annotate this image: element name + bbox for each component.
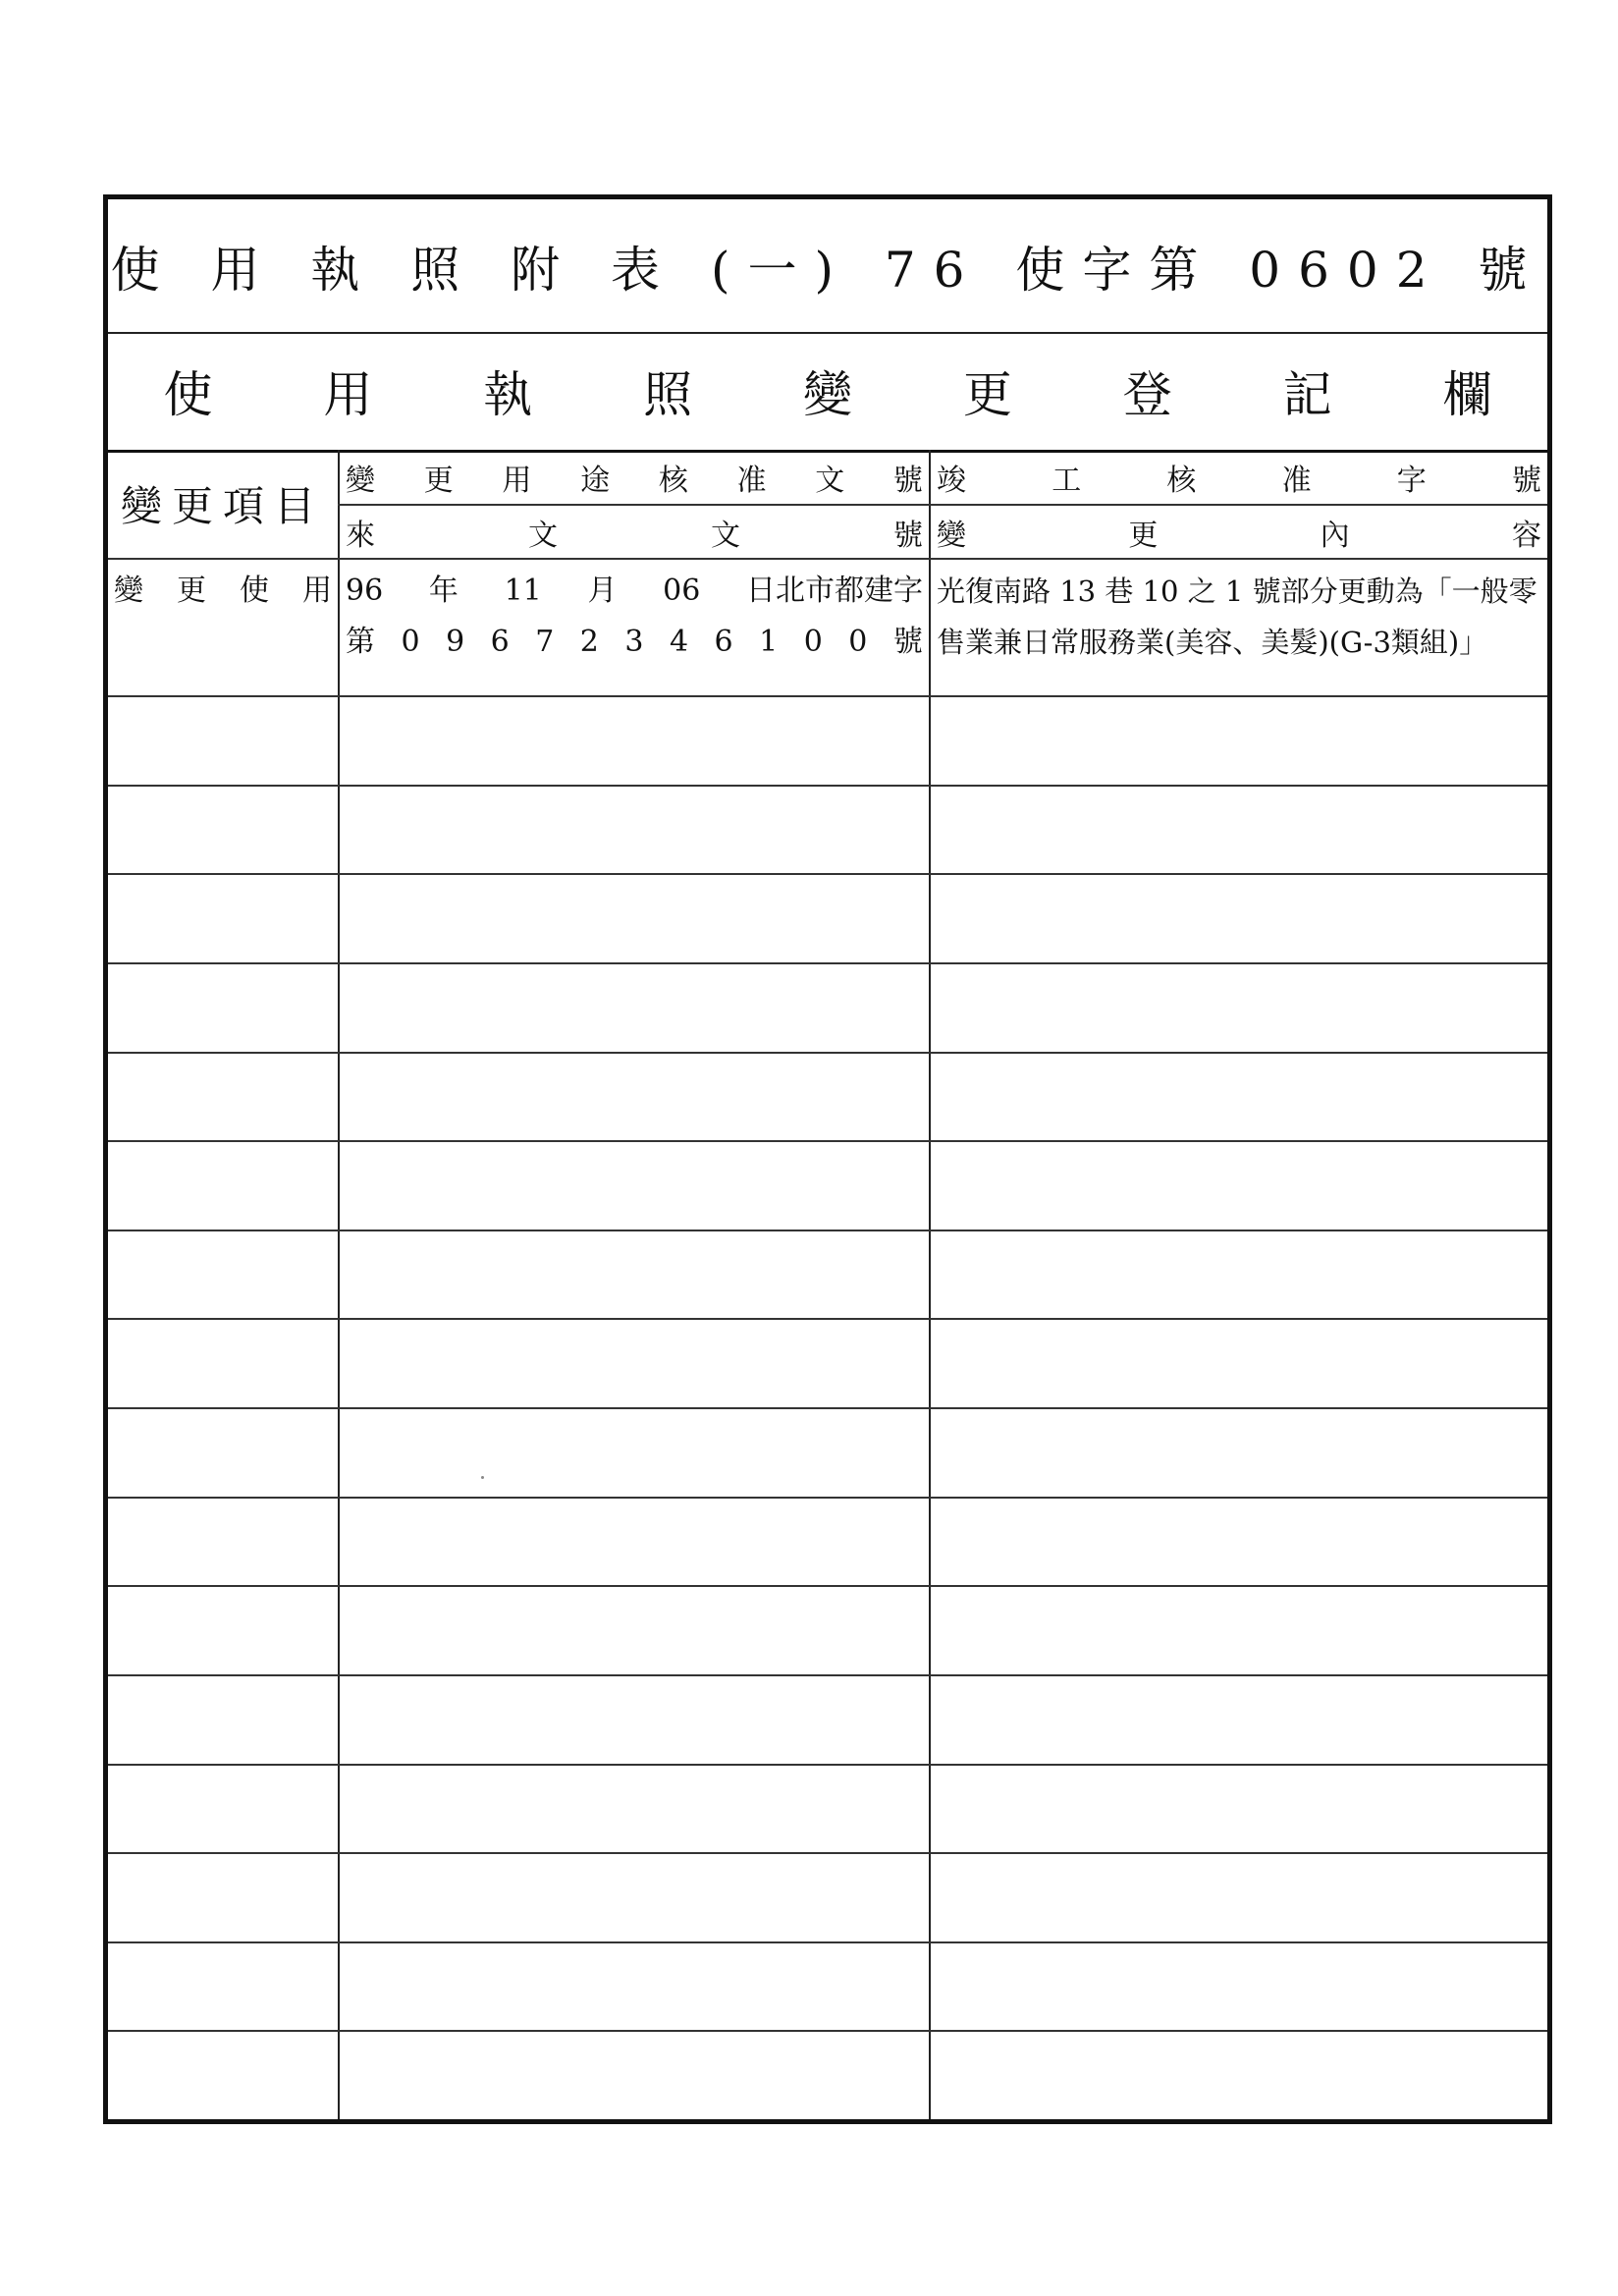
row-line — [108, 1230, 1547, 1231]
license-form — [103, 194, 1552, 2124]
header-char: 變 — [346, 463, 375, 498]
entry-char: 更 — [177, 574, 206, 608]
row-line — [108, 1407, 1547, 1409]
header-approval-doc-no — [340, 450, 929, 504]
row-line — [108, 1941, 1547, 1943]
subtitle-char: 用 — [323, 366, 373, 423]
registration-table — [108, 450, 1547, 2119]
header-char: 竣 — [937, 463, 966, 498]
subtitle-char: 欄 — [1442, 366, 1492, 423]
doc-digit: 6 — [490, 625, 510, 659]
subtitle-char: 登 — [1122, 366, 1172, 423]
column-divider — [338, 450, 340, 2119]
row-line — [108, 695, 1547, 697]
row-line — [108, 1140, 1547, 1142]
subtitle-char: 照 — [643, 366, 693, 423]
column-divider — [929, 450, 931, 2119]
doc-digit: 6 — [714, 625, 733, 659]
entry-char: 使 — [240, 574, 269, 608]
subtitle-char: 記 — [1282, 366, 1332, 423]
doc-digit: 7 — [535, 625, 555, 659]
row-line — [108, 2030, 1547, 2032]
header-change-item: 變更項目 — [120, 482, 325, 530]
header-char: 核 — [658, 463, 688, 498]
header-char: 更 — [1128, 518, 1159, 553]
row-line — [108, 1497, 1547, 1499]
form-subtitle — [108, 332, 1547, 453]
header-char: 更 — [423, 463, 454, 498]
subtitle-char: 使 — [163, 366, 213, 423]
header-incoming-doc-no — [340, 506, 929, 558]
header-char: 號 — [893, 518, 923, 553]
entry-char: 用 — [302, 574, 332, 608]
doc-digit: 第 — [346, 625, 375, 659]
doc-digit: 號 — [892, 625, 923, 659]
header-char: 途 — [580, 463, 611, 498]
header-char: 變 — [937, 518, 966, 553]
header-char: 號 — [1511, 463, 1541, 498]
entry-change-content: 光復南路 13 巷 10 之 1 號部分更動為「一般零售業兼日常服務業(美容、美髮)(G-3類組)」 — [937, 574, 1537, 659]
doc-digit: 0 — [803, 625, 823, 659]
row-line — [108, 1764, 1547, 1766]
entry-change-item — [108, 560, 338, 695]
row-line — [108, 1852, 1547, 1854]
header-char: 用 — [502, 463, 532, 498]
doc-digit: 9 — [446, 625, 465, 659]
header-char: 內 — [1320, 518, 1350, 553]
row-line — [108, 785, 1547, 787]
subtitle-char: 變 — [803, 366, 852, 423]
header-char: 文 — [528, 518, 558, 553]
row-line — [108, 1052, 1547, 1054]
doc-digit: 0 — [401, 625, 420, 659]
header-char: 文 — [711, 518, 740, 553]
doc-digit: 2 — [579, 625, 599, 659]
header-char: 字 — [1396, 463, 1427, 498]
doc-part: 年 — [428, 574, 458, 608]
header-char: 文 — [815, 463, 845, 498]
header-char: 工 — [1052, 463, 1082, 498]
doc-part: 06 — [663, 574, 701, 608]
header-char: 准 — [1281, 463, 1312, 498]
header-char: 號 — [892, 463, 923, 498]
form-title: 使 用 執 照 附 表 (一) 76 使字第 0602 號 — [108, 199, 1547, 334]
doc-digit: 4 — [669, 625, 689, 659]
header-completion-approval-no — [931, 450, 1547, 504]
doc-part: 月 — [587, 574, 618, 608]
subtitle-char: 更 — [962, 366, 1012, 423]
scan-speck — [481, 1476, 484, 1479]
doc-part: 96 — [346, 574, 384, 608]
subtitle-char: 執 — [483, 366, 533, 423]
header-change-content — [931, 506, 1547, 558]
doc-digit: 1 — [759, 625, 779, 659]
header-char: 容 — [1511, 518, 1541, 553]
header-char: 核 — [1166, 463, 1197, 498]
header-char: 來 — [346, 518, 375, 553]
doc-digit: 0 — [848, 625, 868, 659]
doc-digit: 3 — [624, 625, 644, 659]
header-char: 准 — [736, 463, 767, 498]
row-line — [108, 1318, 1547, 1320]
row-line — [108, 962, 1547, 964]
doc-part: 日北市都建字 — [746, 574, 923, 608]
row-line — [108, 1674, 1547, 1676]
row-line — [108, 873, 1547, 875]
doc-part: 11 — [504, 574, 542, 608]
entry-doc-number — [340, 560, 929, 695]
row-line — [108, 1585, 1547, 1587]
entry-char: 變 — [114, 574, 143, 608]
